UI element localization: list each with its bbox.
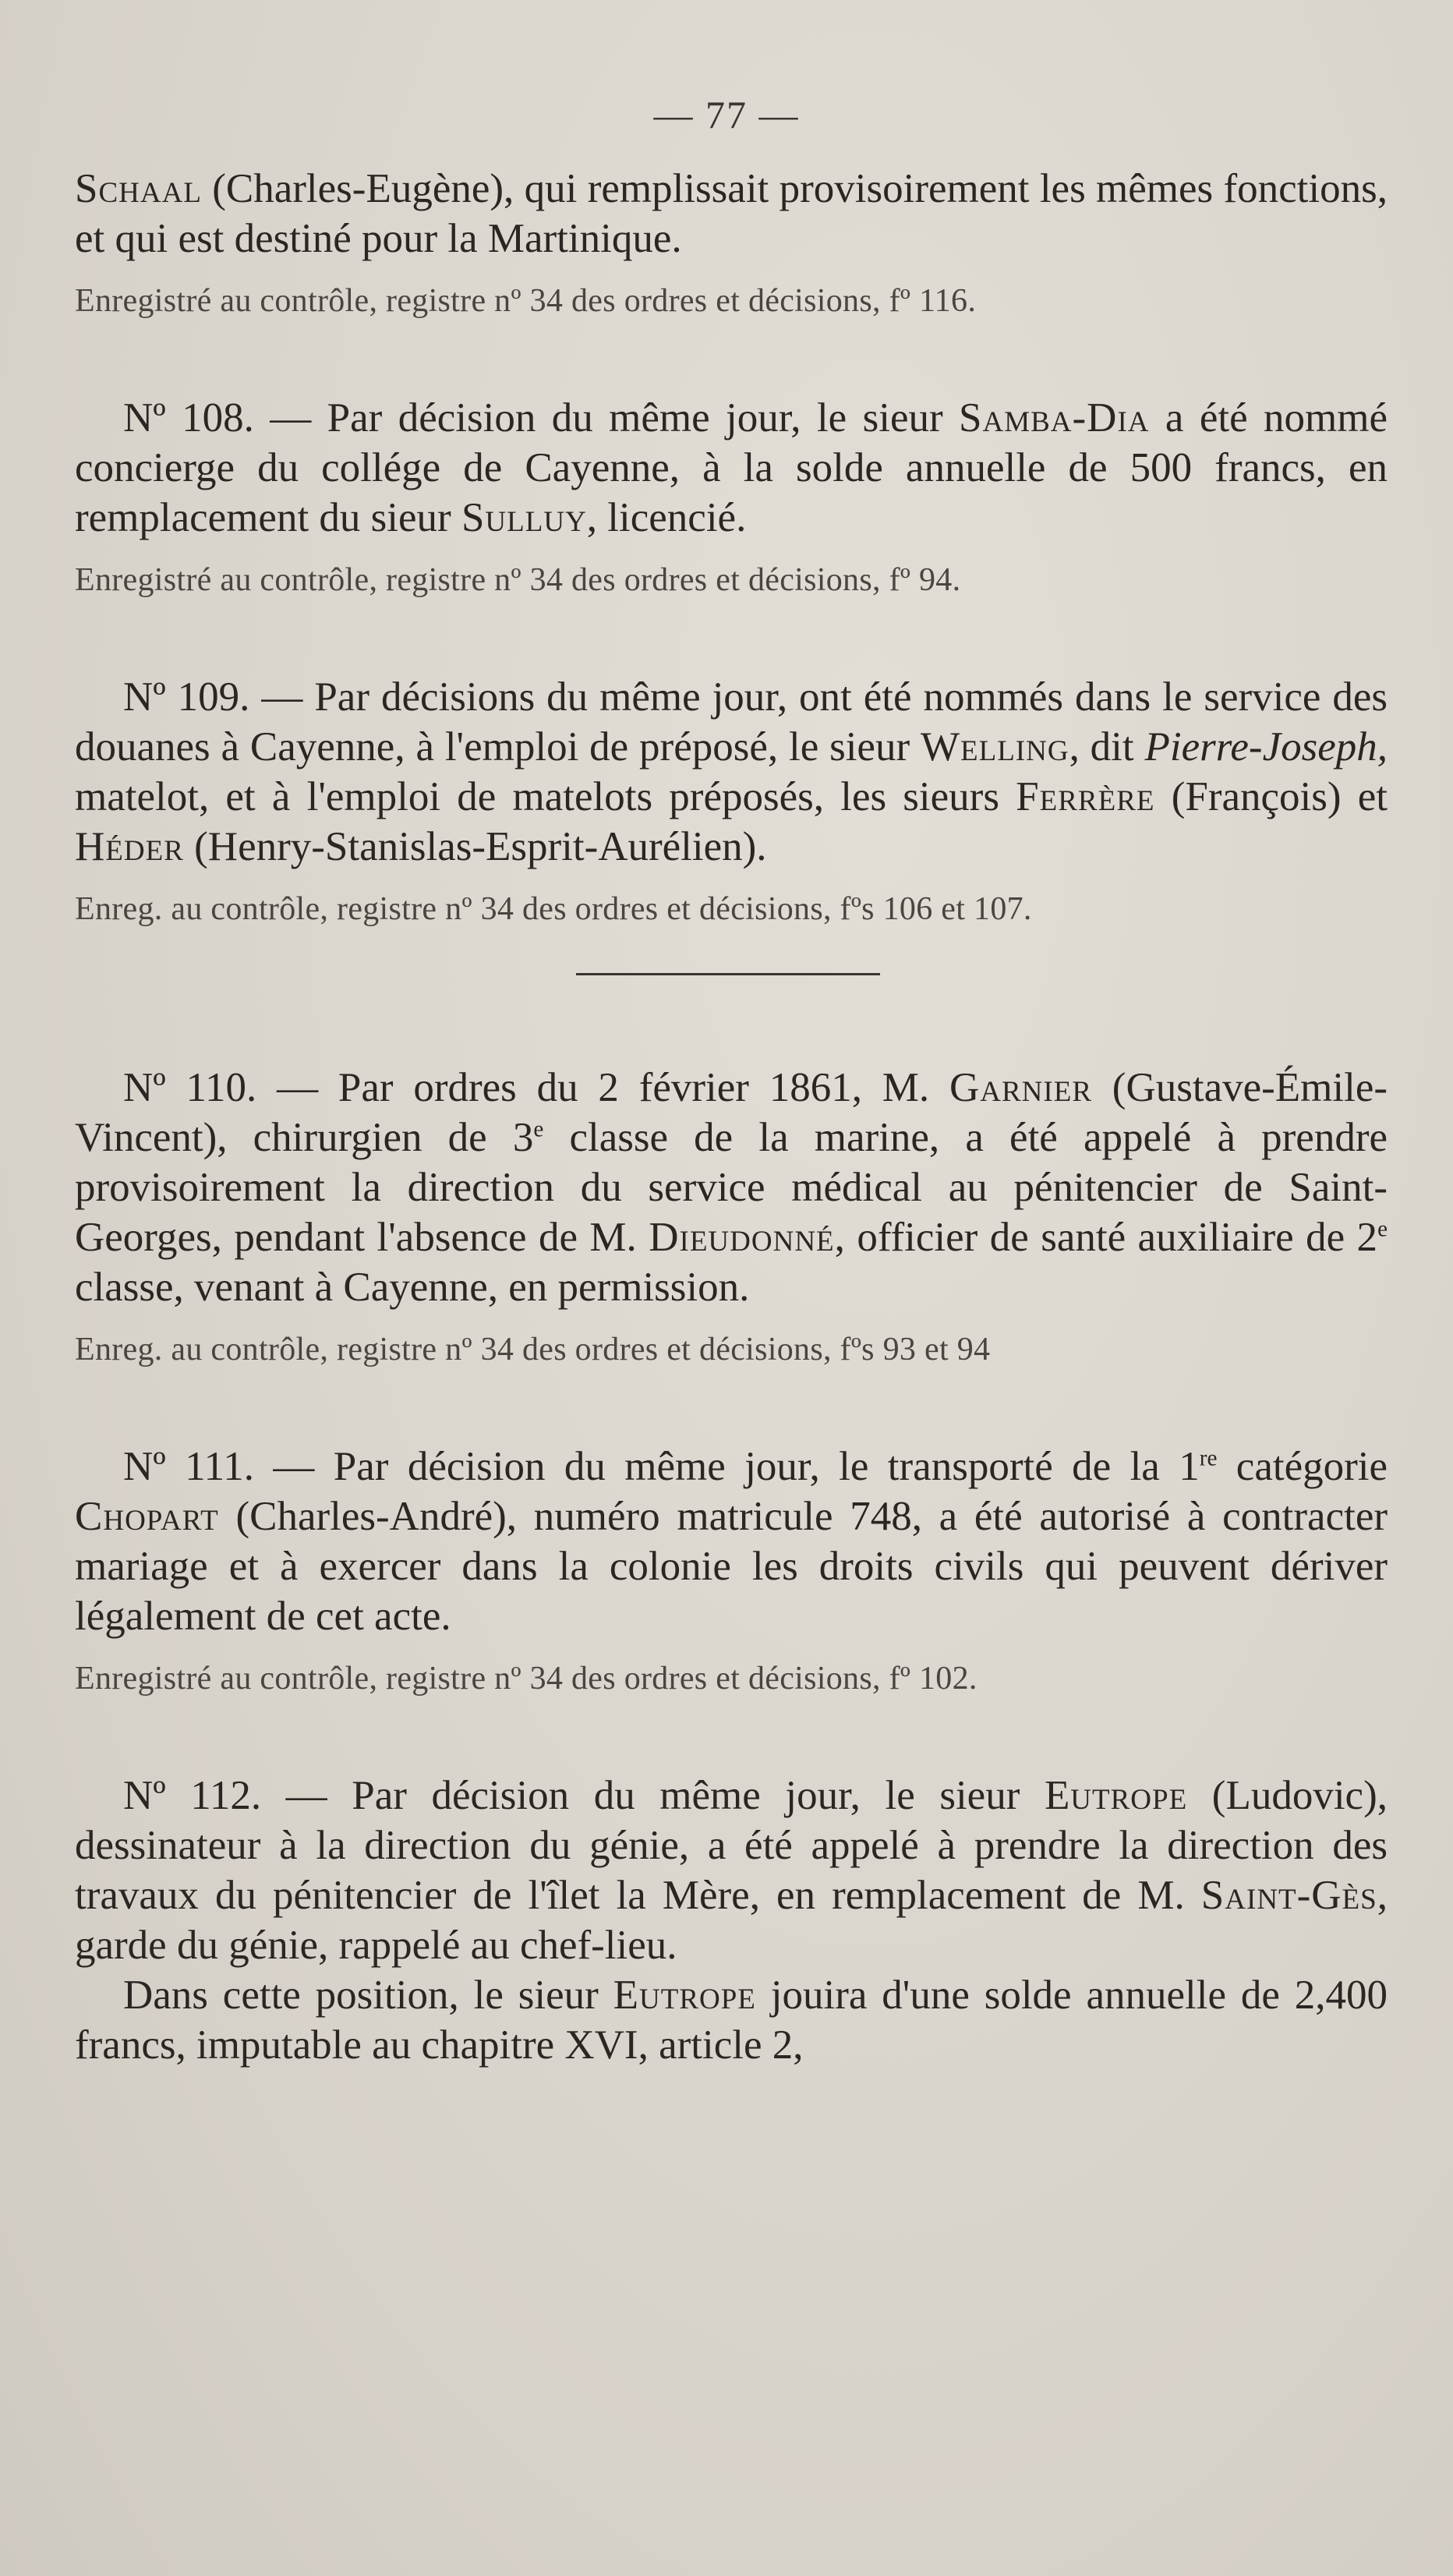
- entry-text: Nº 109. — Par décisions du même jour, ont été nommés dans le service des douanes à Cayenne, à l'emploi de préposé, le sieur: [75, 674, 1388, 770]
- entry-text: (Ludovic), dessinateur à la direction du génie, a été appelé à prendre la direction des travaux du pénitencier de l'îlet la Mère, en remplacement de M.: [75, 1773, 1388, 1918]
- alias-name: Pierre-Joseph,: [1144, 724, 1388, 770]
- person-name: Eutrope: [1044, 1773, 1188, 1818]
- ordinal-superscript: e: [1377, 1216, 1388, 1242]
- person-name: Garnier: [949, 1065, 1092, 1110]
- person-name: Schaal: [75, 166, 202, 211]
- entry-text: Dans cette position, le sieur: [123, 1973, 613, 2018]
- entry-text: (Charles-André), numéro matricule 748, a été autorisé à contracter mariage et à exercer dans la colonie les droits civils qui peuvent dériver légalement de cet acte.: [75, 1494, 1388, 1639]
- entry-text: Nº 108. — Par décision du même jour, le sieur: [123, 395, 960, 441]
- person-name: Dieudonné: [649, 1215, 835, 1260]
- page-body: [75, 164, 1388, 2070]
- person-name: Sulluy: [461, 495, 587, 540]
- person-name: Chopart: [75, 1494, 219, 1539]
- entry-text: classe, venant à Cayenne, en permission.: [75, 1265, 750, 1310]
- entry-text: Nº 110. — Par ordres du 2 février 1861, M.: [123, 1065, 949, 1110]
- ordinal-superscript: e: [533, 1116, 544, 1142]
- person-name: Ferrère: [1016, 774, 1155, 819]
- entry-text: , garde du génie, rappelé au chef-lieu.: [75, 1873, 1388, 1968]
- entry-109: [75, 672, 1388, 872]
- entry-108: [75, 393, 1388, 543]
- registration-note: Enregistré au contrôle, registre nº 34 des ordres et décisions, fº 94.: [75, 562, 961, 598]
- entry-112: [75, 1771, 1388, 1970]
- registration-note: Enregistré au contrôle, registre nº 34 des ordres et décisions, fº 102.: [75, 1661, 978, 1697]
- entry-text: Nº 112. — Par décision du même jour, le sieur: [123, 1773, 1045, 1818]
- entry-text: (François) et: [1154, 774, 1388, 819]
- intro-paragraph: [75, 164, 1388, 264]
- registration-note: Enregistré au contrôle, registre nº 34 des ordres et décisions, fº 116.: [75, 283, 977, 319]
- entry-112-continuation: [75, 1970, 1388, 2070]
- entry-text: a été nommé concierge du collége de Cayenne, à la solde annuelle de 500 francs, en remplacement du sieur: [75, 395, 1388, 540]
- entry-text: (Henry-Stanislas-Esprit-Aurélien).: [183, 824, 767, 869]
- person-name: Héder: [75, 824, 184, 869]
- entry-text: classe de la marine, a été appelé à prendre provisoirement la direction du service médical au pénitencier de Saint-Georges, pendant l'absence de M.: [75, 1115, 1388, 1260]
- registration-note: Enreg. au contrôle, registre nº 34 des ordres et décisions, fºs 93 et 94: [75, 1332, 991, 1368]
- entry-text: , dit: [1069, 724, 1145, 770]
- entry-text: matelot, et à l'emploi de matelots préposés, les sieurs: [75, 774, 1016, 819]
- person-name: Samba-Dia: [959, 395, 1150, 441]
- intro-text: (Charles-Eugène), qui remplissait provisoirement les mêmes fonctions, et qui est destiné pour la Martinique.: [75, 166, 1388, 261]
- section-divider: [576, 973, 880, 975]
- page-number: — 77 —: [653, 93, 800, 136]
- entry-110: [75, 1063, 1388, 1312]
- person-name: Saint-Gès: [1200, 1873, 1377, 1918]
- ordinal-superscript: re: [1199, 1445, 1218, 1471]
- registration-note: Enreg. au contrôle, registre nº 34 des ordres et décisions, fºs 106 et 107.: [75, 891, 1032, 927]
- entry-text: catégorie: [1217, 1444, 1388, 1489]
- entry-text: , licencié.: [586, 495, 747, 540]
- entry-text: , officier de santé auxiliaire de 2: [834, 1215, 1378, 1260]
- entry-text: (Gustave-Émile-Vincent), chirurgien de 3: [75, 1065, 1388, 1160]
- entry-text: jouira d'une solde annuelle de 2,400 francs, imputable au chapitre XVI, article 2,: [75, 1973, 1388, 2068]
- person-name: Welling: [920, 724, 1069, 770]
- entry-111: [75, 1442, 1388, 1641]
- person-name: Eutrope: [613, 1973, 756, 2018]
- entry-text: Nº 111. — Par décision du même jour, le transporté de la 1: [123, 1444, 1200, 1489]
